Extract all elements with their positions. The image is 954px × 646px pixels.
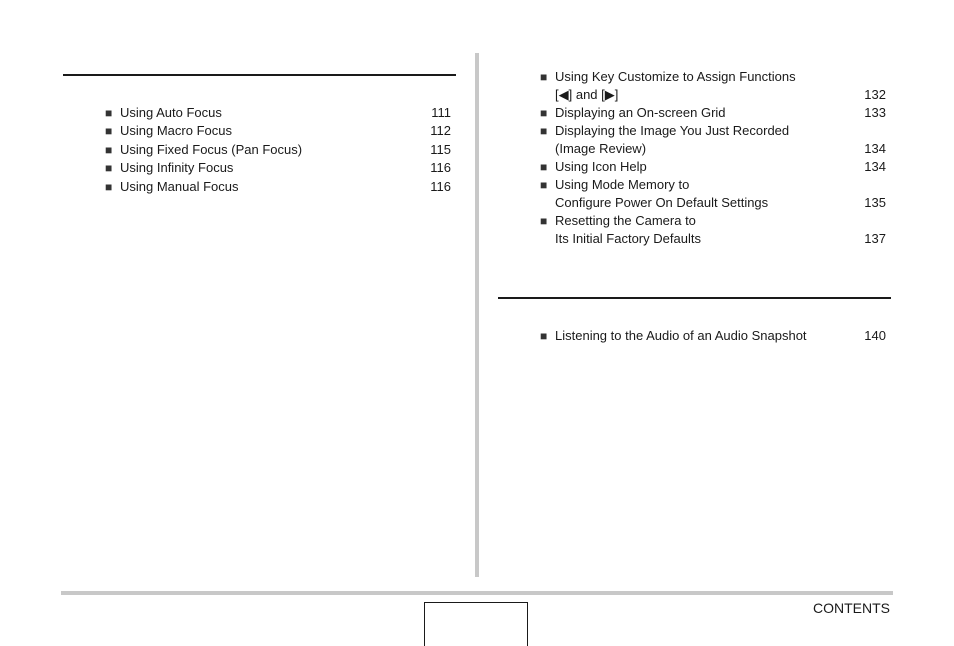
page-number-box: [424, 602, 528, 646]
square-bullet-icon: ■: [540, 160, 548, 174]
toc-entry-title: Displaying an On-screen Grid: [555, 105, 726, 120]
square-bullet-icon: ■: [540, 106, 548, 120]
square-bullet-icon: ■: [105, 124, 113, 138]
toc-entry[interactable]: [105, 141, 451, 159]
toc-entry[interactable]: [540, 68, 886, 104]
toc-entry-title: Using Macro Focus: [120, 123, 232, 138]
toc-entry-page: 132: [864, 87, 886, 102]
square-bullet-icon: ■: [105, 180, 113, 194]
toc-entry-page: 135: [864, 195, 886, 210]
toc-entry[interactable]: [540, 104, 886, 122]
square-bullet-icon: ■: [105, 106, 113, 120]
toc-entry-title: Using Manual Focus: [120, 179, 239, 194]
toc-entry[interactable]: [105, 178, 451, 196]
toc-entry-title-line2: Configure Power On Default Settings: [555, 195, 769, 210]
square-bullet-icon: ■: [540, 124, 548, 138]
toc-entry-title: Resetting the Camera to: [555, 213, 696, 228]
column-divider: [475, 53, 479, 577]
contents-link[interactable]: CONTENTS: [813, 600, 890, 616]
toc-entry-page: 134: [864, 159, 886, 174]
toc-entry-page: 115: [430, 142, 451, 157]
square-bullet-icon: ■: [540, 178, 548, 192]
toc-entry-page: 133: [864, 105, 886, 120]
square-bullet-icon: ■: [540, 70, 548, 84]
toc-entry-title-line2: (Image Review): [555, 141, 647, 156]
toc-entry-title: Using Fixed Focus (Pan Focus): [120, 142, 303, 157]
toc-entry-page: 112: [430, 123, 451, 138]
toc-entry-page: 134: [864, 141, 886, 156]
toc-entry-page: 140: [864, 328, 886, 343]
toc-entry[interactable]: [105, 159, 451, 177]
footer-rule: [61, 591, 893, 595]
toc-entry-title: Using Icon Help: [555, 159, 647, 174]
toc-entry-title-line2: [◀] and [▶]: [555, 87, 619, 102]
toc-entry[interactable]: [105, 104, 451, 122]
toc-entry[interactable]: [540, 212, 886, 248]
toc-entry-page: 116: [430, 179, 451, 194]
toc-entry-title-line2: Its Initial Factory Defaults: [555, 231, 701, 246]
square-bullet-icon: ■: [105, 143, 113, 157]
toc-entry-page: 111: [431, 105, 451, 120]
toc-entry[interactable]: [105, 122, 451, 140]
toc-entry-title: Using Infinity Focus: [120, 160, 234, 175]
right-toc-top: [540, 68, 886, 248]
square-bullet-icon: ■: [540, 214, 548, 228]
toc-entry[interactable]: [540, 158, 886, 176]
toc-entry-title: Using Auto Focus: [120, 105, 222, 120]
toc-entry-title: Using Key Customize to Assign Functions: [555, 69, 796, 84]
left-section-rule: [63, 74, 456, 76]
toc-entry[interactable]: [540, 176, 886, 212]
toc-entry-page: 137: [864, 231, 886, 246]
toc-entry-page: 116: [430, 160, 451, 175]
right-toc-bottom: [540, 327, 886, 345]
toc-entry[interactable]: [540, 327, 886, 345]
toc-entry-title: Displaying the Image You Just Recorded: [555, 123, 790, 138]
right-section-rule: [498, 297, 891, 299]
left-toc: [105, 104, 451, 196]
toc-entry-title: Listening to the Audio of an Audio Snapshot: [555, 328, 807, 343]
square-bullet-icon: ■: [540, 329, 548, 343]
square-bullet-icon: ■: [105, 161, 113, 175]
toc-entry[interactable]: [540, 122, 886, 158]
toc-entry-title: Using Mode Memory to: [555, 177, 690, 192]
